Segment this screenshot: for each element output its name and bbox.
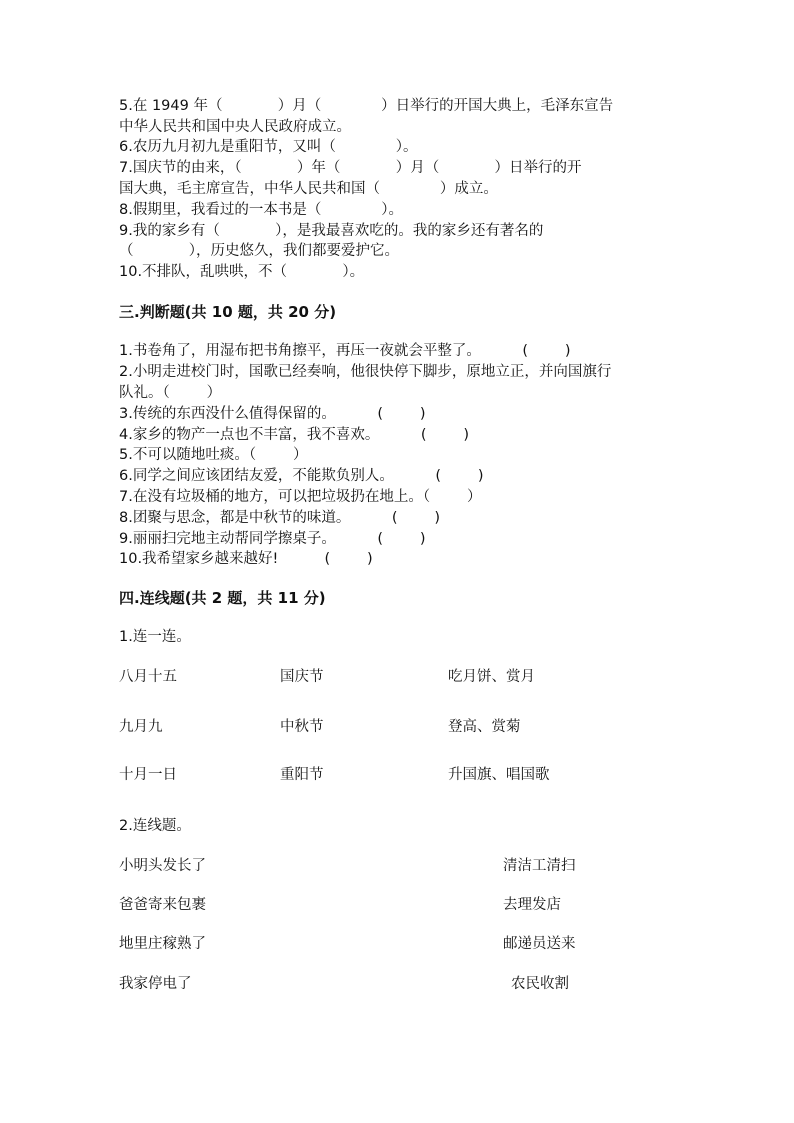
match-q2-left: 我家停电了 xyxy=(119,976,192,992)
fill-line-4: 7.国庆节的由来，（ ）年（ ）月（ ）日举行的开 xyxy=(119,160,582,176)
match-q1-date: 八月十五 xyxy=(119,669,177,685)
judge-heading: 三.判断题(共 10 题，共 20 分) xyxy=(119,303,337,321)
fill-line-5: 国大典，毛主席宣告，中华人民共和国（ ）成立。 xyxy=(119,181,498,197)
match-q1-title: 1.连一连。 xyxy=(119,629,191,645)
match-q2-title: 2.连线题。 xyxy=(119,818,191,834)
match-q2-left: 小明头发长了 xyxy=(119,858,206,874)
fill-line-1: 5.在 1949 年（ ）月（ ）日举行的开国大典上，毛泽东宣告 xyxy=(119,98,614,114)
match-q1-festival: 重阳节 xyxy=(280,767,324,783)
match-q1-date: 九月九 xyxy=(119,719,163,735)
fill-line-8: （ ），历史悠久，我们都要爱护它。 xyxy=(119,243,400,259)
match-q1-festival: 国庆节 xyxy=(280,669,324,685)
judge-line-2: 2.小明走进校门时，国歌已经奏响，他很快停下脚步，原地立正，并向国旗行 xyxy=(119,364,612,380)
judge-line-3: 队礼。（ ） xyxy=(119,385,222,401)
judge-line-1: 1.书卷角了，用湿布把书角擦平，再压一夜就会平整了。 ( ) xyxy=(119,343,571,359)
match-q1-date: 十月一日 xyxy=(119,767,177,783)
judge-line-10: 9.丽丽扫完地主动帮同学擦桌子。 ( ) xyxy=(119,531,426,547)
judge-line-11: 10.我希望家乡越来越好! ( ) xyxy=(119,551,373,567)
match-q1-custom: 升国旗、唱国歌 xyxy=(448,767,550,783)
match-q1-custom: 登高、赏菊 xyxy=(448,719,521,735)
judge-line-6: 5.不可以随地吐痰。（ ） xyxy=(119,447,308,463)
judge-line-9: 8.团聚与思念，都是中秋节的味道。 ( ) xyxy=(119,510,441,526)
match-heading: 四.连线题(共 2 题，共 11 分) xyxy=(119,589,326,607)
judge-line-5: 4.家乡的物产一点也不丰富，我不喜欢。 ( ) xyxy=(119,427,470,443)
fill-line-2: 中华人民共和国中央人民政府成立。 xyxy=(119,119,351,135)
match-q2-right: 清洁工清扫 xyxy=(503,858,576,874)
judge-line-7: 6.同学之间应该团结友爱，不能欺负别人。 ( ) xyxy=(119,468,484,484)
fill-line-9: 10.不排队，乱哄哄，不（ ）。 xyxy=(119,264,365,280)
match-q2-left: 爸爸寄来包裹 xyxy=(119,897,206,913)
match-q1-festival: 中秋节 xyxy=(280,719,324,735)
match-q1-custom: 吃月饼、赏月 xyxy=(448,669,535,685)
match-q2-right: 去理发店 xyxy=(503,897,561,913)
judge-line-4: 3.传统的东西没什么值得保留的。 ( ) xyxy=(119,406,426,422)
fill-line-7: 9.我的家乡有（ ），是我最喜欢吃的。我的家乡还有著名的 xyxy=(119,223,544,239)
judge-line-8: 7.在没有垃圾桶的地方，可以把垃圾扔在地上。（ ） xyxy=(119,489,482,505)
fill-line-6: 8.假期里，我看过的一本书是（ ）。 xyxy=(119,202,404,218)
fill-line-3: 6.农历九月初九是重阳节，又叫（ ）。 xyxy=(119,139,418,155)
match-q2-right: 农民收割 xyxy=(511,976,569,992)
match-q2-right: 邮递员送来 xyxy=(503,936,576,952)
match-q2-left: 地里庄稼熟了 xyxy=(119,936,206,952)
